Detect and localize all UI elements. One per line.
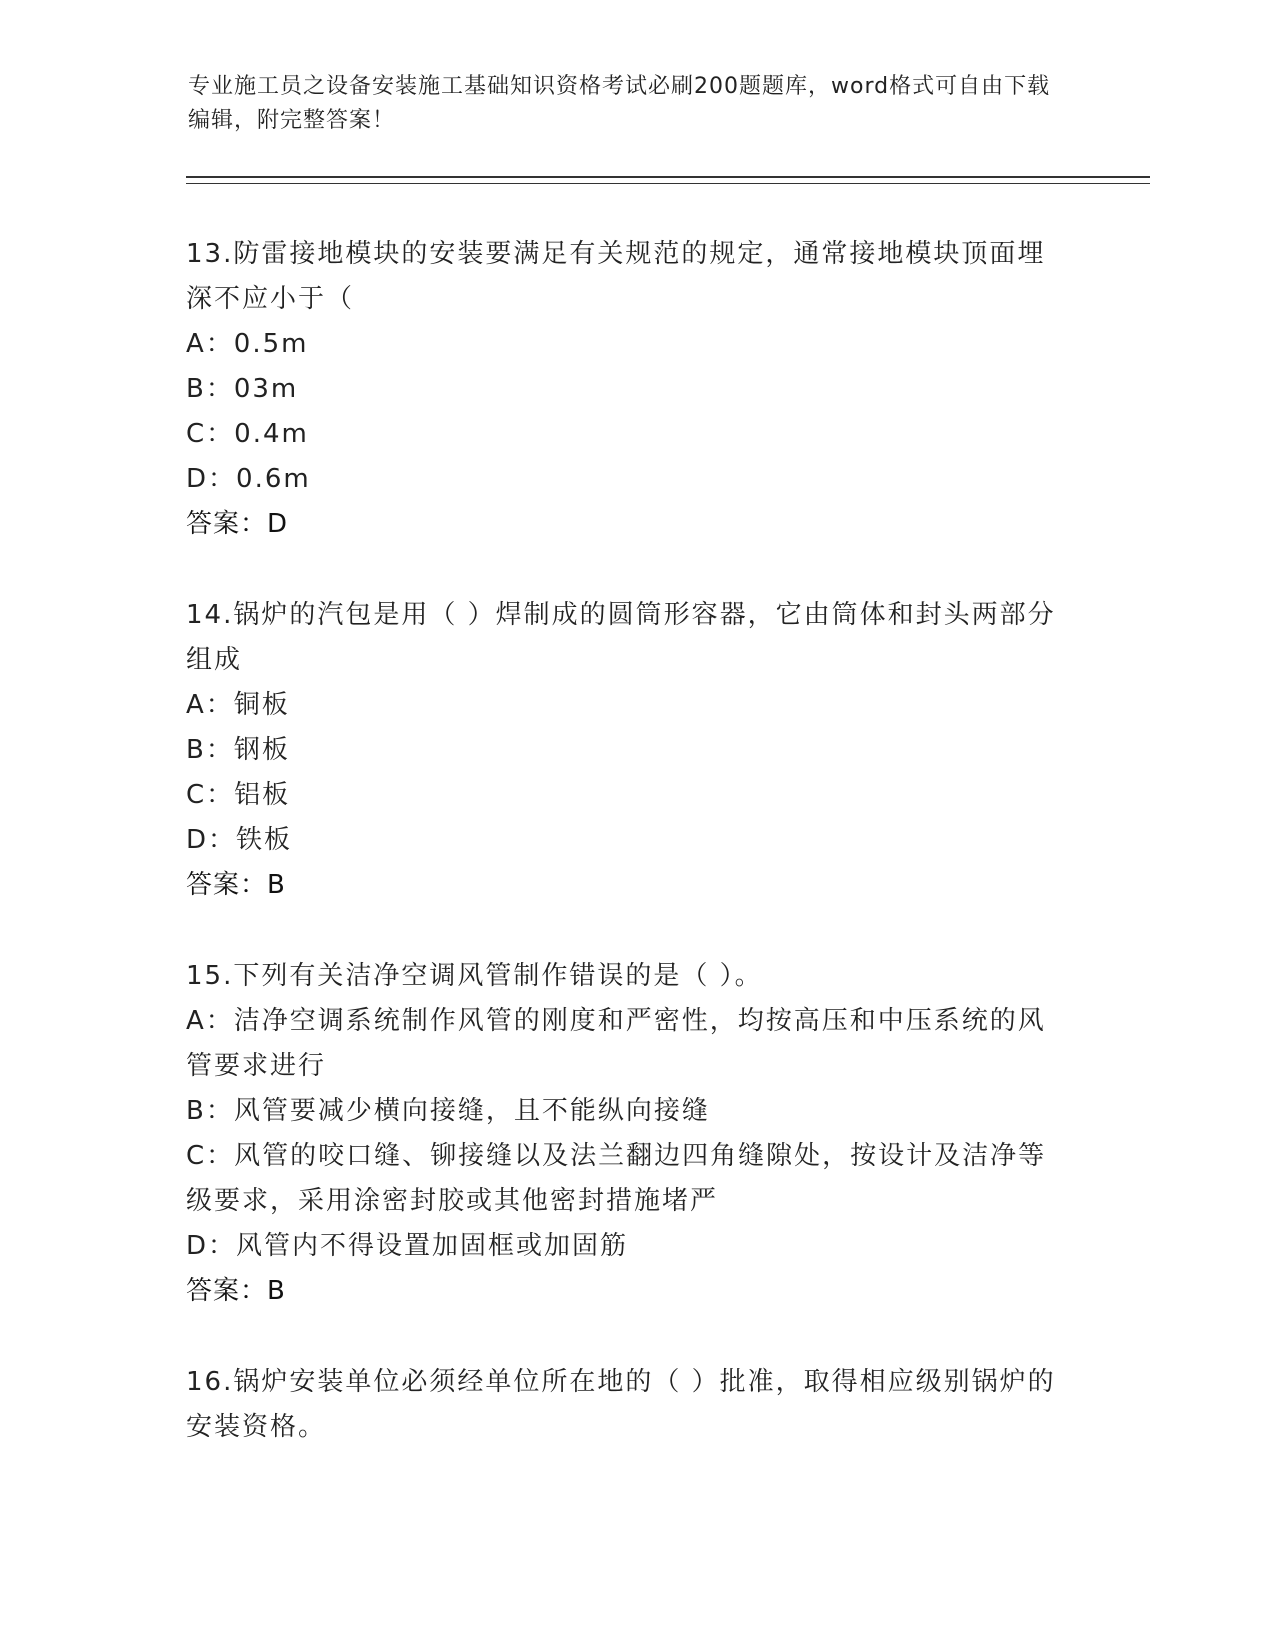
- answer-value: D: [267, 509, 289, 539]
- header-divider: [186, 176, 1150, 184]
- question-15: [186, 954, 1066, 1314]
- answer-line: [186, 502, 1066, 547]
- answer-label: 答案：: [186, 509, 268, 539]
- answer-label: 答案：: [186, 1276, 268, 1306]
- option-b: B：风管要减少横向接缝，且不能纵向接缝: [186, 1096, 710, 1126]
- option-a: A：洁净空调系统制作风管的刚度和严密性，均按高压和中压系统的风管要求进行: [186, 1006, 1046, 1081]
- option-b: B：钢板: [186, 735, 290, 765]
- option-a: A：0.5m: [186, 329, 309, 359]
- option-c: C：铝板: [186, 780, 291, 810]
- document-header: 专业施工员之设备安装施工基础知识资格考试必刷200题题库，word格式可自由下载编辑，附完整答案！: [188, 74, 1051, 133]
- option-a: A：铜板: [186, 690, 290, 720]
- question-16: [186, 1360, 1066, 1450]
- option-c: C：风管的咬口缝、铆接缝以及法兰翻边四角缝隙处，按设计及洁净等级要求，采用涂密封胶或其他密封措施堵严: [186, 1141, 1047, 1216]
- answer-value: B: [267, 1276, 286, 1306]
- answer-label: 答案：: [186, 870, 268, 900]
- option-c: C：0.4m: [186, 419, 309, 449]
- question-stem: 15.下列有关洁净空调风管制作错误的是（ ）。: [186, 961, 763, 991]
- option-b: B：03m: [186, 374, 299, 404]
- question-stem: 14.锅炉的汽包是用（ ）焊制成的圆筒形容器，它由筒体和封头两部分组成: [186, 600, 1056, 675]
- option-d: D：0.6m: [186, 464, 311, 494]
- question-13: [186, 232, 1066, 547]
- answer-line: [186, 1269, 1066, 1314]
- option-d: D：铁板: [186, 825, 293, 855]
- answer-value: B: [267, 870, 286, 900]
- question-stem: 13.防雷接地模块的安装要满足有关规范的规定，通常接地模块顶面埋深不应小于（: [186, 239, 1046, 314]
- option-d: D：风管内不得设置加固框或加固筋: [186, 1231, 629, 1261]
- question-14: [186, 593, 1066, 908]
- question-stem: 16.锅炉安装单位必须经单位所在地的（ ）批准，取得相应级别锅炉的安装资格。: [186, 1367, 1056, 1442]
- answer-line: [186, 863, 1066, 908]
